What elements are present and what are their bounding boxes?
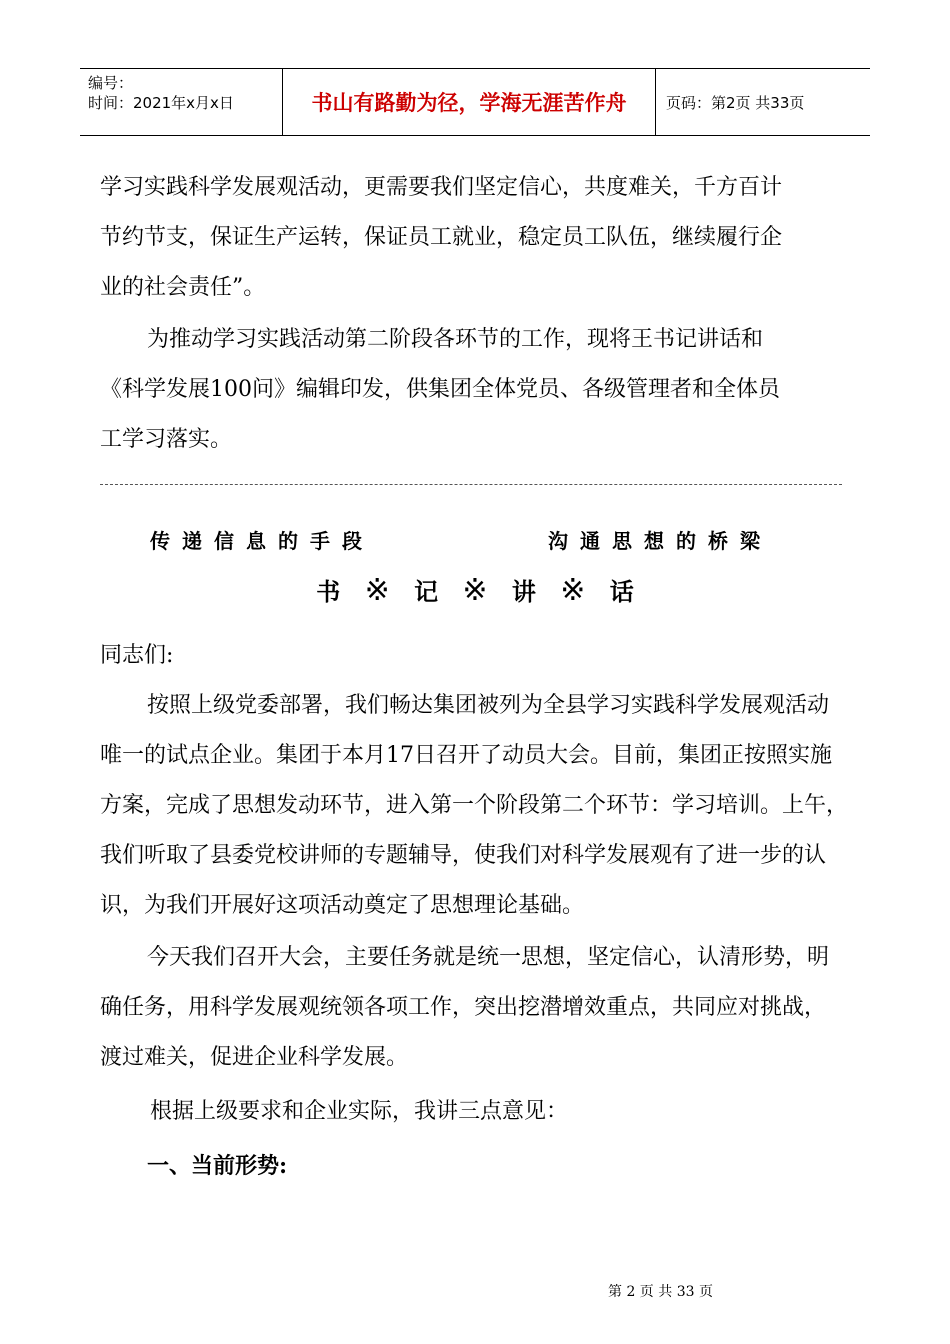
- speech-line: 渡过难关，促进企业科学发展。: [100, 1045, 409, 1070]
- title-char: 讲: [511, 578, 536, 606]
- separator-symbol: ※: [462, 573, 488, 608]
- header-motto: 书山有路勤为径，学海无涯苦作舟: [282, 69, 656, 135]
- intro-paragraph-line: 工学习落实。: [100, 427, 233, 452]
- speech-line: 唯一的试点企业。集团于本月17日召开了动员大会。目前，集团正按照实施: [100, 743, 832, 768]
- speech-title: [0, 572, 950, 608]
- speech-line: 按照上级党委部署，我们畅达集团被列为全县学习实践科学发展观活动: [147, 693, 830, 718]
- page-header: [80, 68, 870, 136]
- speech-body: [100, 631, 860, 1191]
- title-char: 话: [609, 578, 634, 606]
- intro-paragraph-line: 《科学发展100问》编辑印发，供集团全体党员、各级管理者和全体员: [100, 377, 780, 402]
- time-label: 时间：2021年x月x日: [88, 94, 234, 112]
- title-char: 书: [316, 578, 341, 606]
- page-footer: 第 2 页 共 33 页: [608, 1284, 713, 1300]
- greeting: 同志们:: [100, 643, 174, 668]
- section-heading: 一、当前形势:: [147, 1153, 288, 1179]
- slogan-right: 沟通思想的桥梁: [548, 529, 772, 553]
- speech-line: 我们听取了县委党校讲师的专题辅导，使我们对科学发展观有了进一步的认: [100, 843, 827, 868]
- slogan-left: 传递信息的手段: [150, 529, 374, 553]
- speech-line: 今天我们召开大会，主要任务就是统一思想，坚定信心，认清形势，明: [147, 945, 830, 970]
- separator-symbol: ※: [364, 573, 390, 608]
- intro-paragraph-line: 为推动学习实践活动第二阶段各环节的工作，现将王书记讲话和: [147, 327, 764, 352]
- speech-line: 确任务，用科学发展观统领各项工作，突出挖潜增效重点，共同应对挑战，: [100, 995, 827, 1020]
- title-char: 记: [414, 578, 439, 606]
- dashed-divider: [100, 484, 842, 485]
- header-page-code: 页码：第2页 共33页: [666, 93, 805, 112]
- header-left: [88, 73, 234, 113]
- intro-section: [100, 163, 860, 465]
- speech-line: 识，为我们开展好这项活动奠定了思想理论基础。: [100, 893, 585, 918]
- intro-line: 业的社会责任”。: [100, 275, 266, 300]
- intro-line: 节约节支，保证生产运转，保证员工就业，稳定员工队伍，继续履行企: [100, 225, 783, 250]
- speech-line: 根据上级要求和企业实际，我讲三点意见：: [150, 1099, 569, 1124]
- separator-symbol: ※: [560, 573, 586, 608]
- speech-line: 方案，完成了思想发动环节，进入第一个阶段第二个环节：学习培训。上午，: [100, 793, 849, 818]
- intro-line: 学习实践科学发展观活动，更需要我们坚定信心，共度难关，千方百计: [100, 175, 783, 200]
- number-label: 编号：: [88, 74, 134, 92]
